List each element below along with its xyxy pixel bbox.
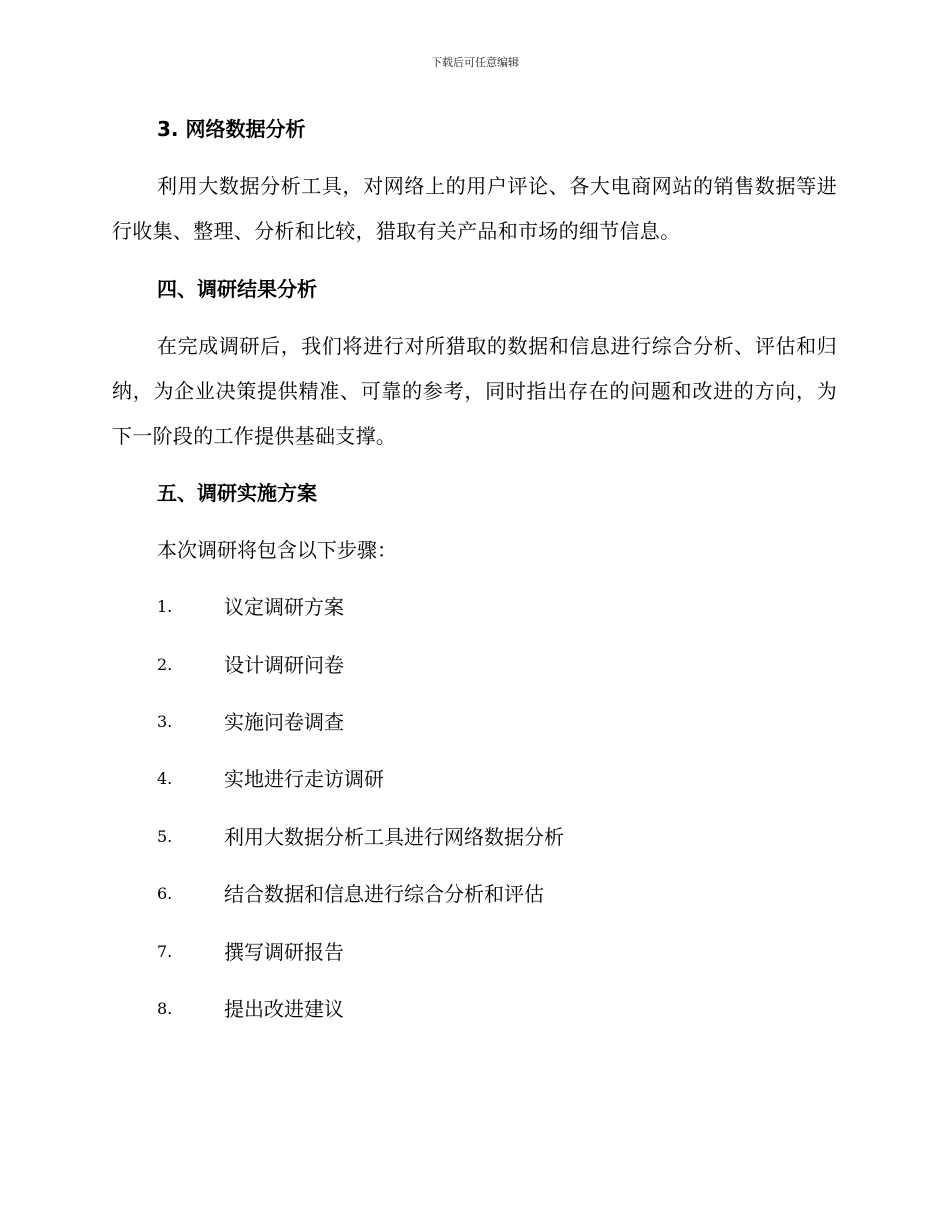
list-item-number: 1. bbox=[157, 597, 173, 616]
list-item-text: 实施问卷调查 bbox=[224, 710, 344, 734]
list-item-number: 4. bbox=[157, 769, 173, 788]
list-item-number: 6. bbox=[157, 884, 173, 903]
section-heading-results-analysis: 四、调研结果分析 bbox=[157, 277, 317, 301]
paragraph-network-analysis: 利用大数据分析工具，对网络上的用户评论、各大电商网站的销售数据等进行收集、整理、分析和比较，猎取有关产品和市场的细节信息。 bbox=[112, 174, 837, 243]
list-item-text: 利用大数据分析工具进行网络数据分析 bbox=[224, 825, 564, 849]
section-heading-implementation-plan: 五、调研实施方案 bbox=[157, 481, 317, 505]
list-item-text: 结合数据和信息进行综合分析和评估 bbox=[224, 882, 544, 906]
list-item-text: 撰写调研报告 bbox=[224, 940, 344, 964]
list-item-text: 设计调研问卷 bbox=[224, 653, 344, 677]
plan-intro-text: 本次调研将包含以下步骤： bbox=[157, 538, 397, 562]
page-header-note: 下载后可任意编辑 bbox=[431, 56, 519, 69]
list-item-text: 实地进行走访调研 bbox=[224, 767, 384, 791]
list-item-number: 8. bbox=[157, 999, 173, 1018]
paragraph-results-analysis: 在完成调研后，我们将进行对所猎取的数据和信息进行综合分析、评估和归纳，为企业决策提供精准、可靠的参考，同时指出存在的问题和改进的方向，为下一阶段的工作提供基础支撑。 bbox=[112, 334, 837, 448]
section-heading-network-analysis: 3. 网络数据分析 bbox=[157, 117, 306, 141]
list-item-text: 议定调研方案 bbox=[224, 595, 344, 619]
list-item-text: 提出改进建议 bbox=[224, 997, 344, 1021]
list-item-number: 2. bbox=[157, 655, 173, 674]
list-item-number: 5. bbox=[157, 827, 173, 846]
list-item-number: 7. bbox=[157, 942, 173, 961]
list-item-number: 3. bbox=[157, 712, 173, 731]
